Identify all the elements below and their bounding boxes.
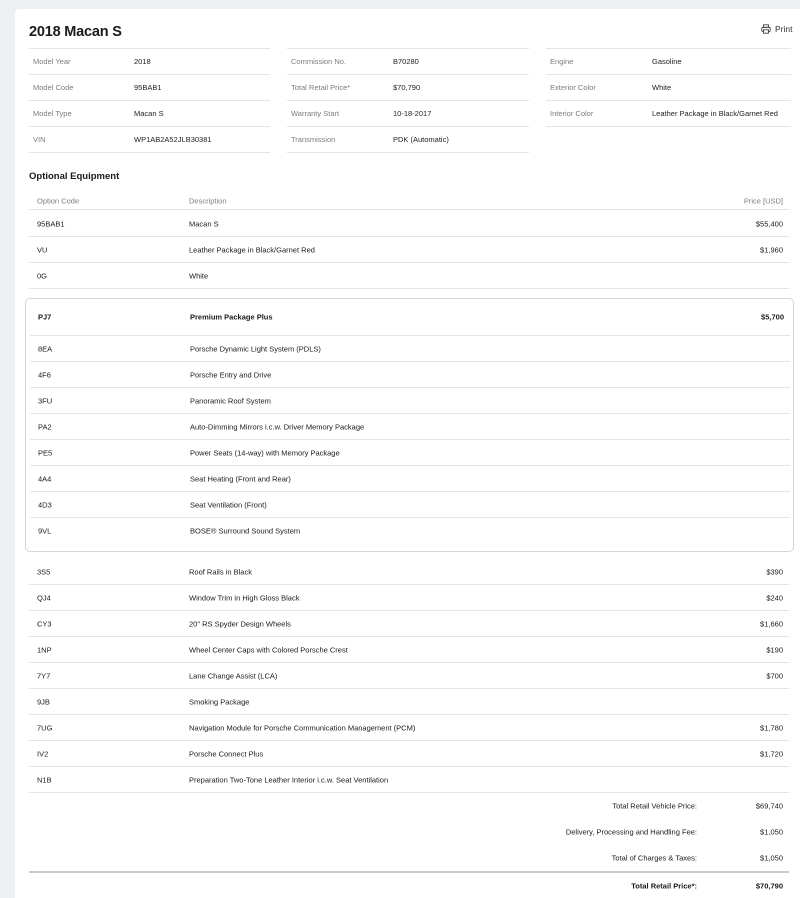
table-row: 95BAB1 Macan S $55,400 (29, 211, 789, 237)
table-row: 1NP Wheel Center Caps with Colored Porsche Crest $190 (29, 637, 789, 663)
table-row: VU Leather Package in Black/Garnet Red $1,960 (29, 237, 789, 263)
print-label: Print (775, 24, 793, 34)
column-header-description: Description (189, 196, 227, 206)
package-item-row: PE5 Power Seats (14-way) with Memory Package (30, 440, 790, 466)
page-title: 2018 Macan S (29, 24, 122, 40)
spec-exterior-color: Exterior Color White (546, 75, 791, 101)
package-item-row: 4F6 Porsche Entry and Drive (30, 362, 790, 388)
package-item-row: 3FU Panoramic Roof System (30, 388, 790, 414)
print-button[interactable] (761, 24, 792, 34)
spec-engine: Engine Gasoline (546, 49, 791, 75)
table-row: 3S5 Roof Rails in Black $390 (29, 559, 789, 585)
printer-icon (761, 24, 771, 34)
spec-commission-no: Commission No. B70280 (287, 49, 529, 75)
table-row: N1B Preparation Two-Tone Leather Interior i.c.w. Seat Ventilation (29, 767, 789, 793)
package-item-row: 4D3 Seat Ventilation (Front) (30, 492, 790, 518)
spec-model-code: Model Code 95BAB1 (29, 75, 270, 101)
table-row: 9JB Smoking Package (29, 689, 789, 715)
package-header-row: PJ7 Premium Package Plus $5,700 (30, 299, 790, 336)
detail-card (15, 9, 800, 898)
table-row: IV2 Porsche Connect Plus $1,720 (29, 741, 789, 767)
spec-total-retail-price: Total Retail Price* $70,790 (287, 75, 529, 101)
package-item-row: 9VL BOSE® Surround Sound System (38, 526, 301, 536)
table-row: 0G White (29, 263, 789, 289)
spec-model-year: Model Year 2018 (29, 49, 270, 75)
section-title-optional-equipment: Optional Equipment (29, 171, 120, 182)
column-header-price: Price [USD] (743, 196, 783, 206)
spec-warranty-start: Warranty Start 10-18-2017 (287, 101, 529, 127)
total-charges-taxes: Total of Charges & Taxes: $1,050 (611, 853, 783, 863)
delivery-fee: Delivery, Processing and Handling Fee: $1,050 (565, 827, 783, 837)
spec-vin: VIN WP1AB2A52JLB30381 (29, 127, 270, 153)
total-retail-vehicle-price: Total Retail Vehicle Price: $69,740 (612, 801, 783, 811)
final-total-retail-price: Total Retail Price*: $70,790 (631, 881, 783, 891)
package-item-row: 4A4 Seat Heating (Front and Rear) (30, 466, 790, 492)
table-row: CY3 20" RS Spyder Design Wheels $1,660 (29, 611, 789, 637)
column-header-code: Option Code (37, 196, 80, 206)
spec-interior-color: Interior Color Leather Package in Black/Garnet Red (546, 101, 791, 127)
package-group (25, 298, 794, 552)
package-item-row: PA2 Auto-Dimming Mirrors i.c.w. Driver Memory Package (30, 414, 790, 440)
package-item-row: 8EA Porsche Dynamic Light System (PDLS) (30, 336, 790, 362)
spec-transmission: Transmission PDK (Automatic) (287, 127, 529, 153)
spec-model-type: Model Type Macan S (29, 101, 270, 127)
table-row: QJ4 Window Trim in High Gloss Black $240 (29, 585, 789, 611)
table-row: 7Y7 Lane Change Assist (LCA) $700 (29, 663, 789, 689)
table-header (29, 193, 789, 210)
table-row: 7UG Navigation Module for Porsche Communication Management (PCM) $1,780 (29, 715, 789, 741)
